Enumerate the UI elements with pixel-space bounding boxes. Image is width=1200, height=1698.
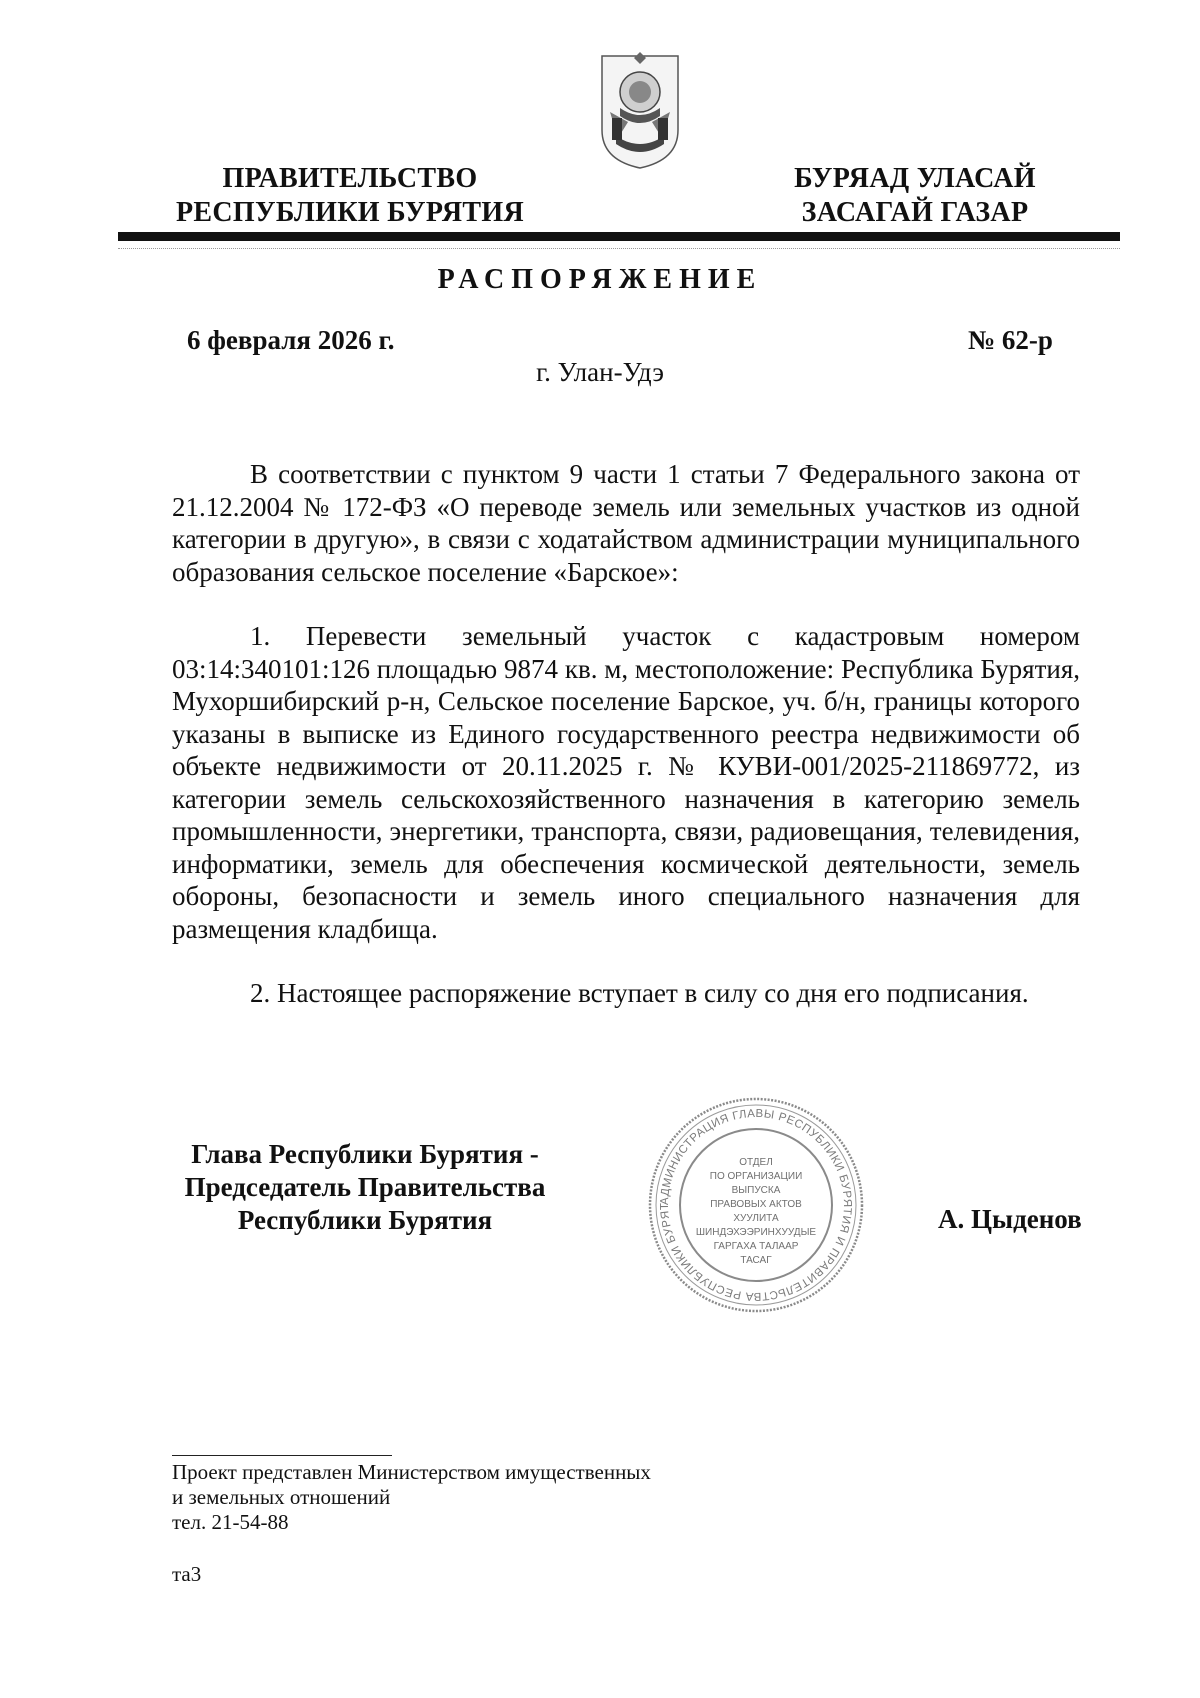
document-city: г. Улан-Удэ xyxy=(536,357,664,387)
footer-phone: тел. 21-54-88 xyxy=(172,1510,289,1534)
stamp-text: ХУУЛИТА xyxy=(733,1213,779,1224)
stamp-text: ТАСАГ xyxy=(740,1255,772,1266)
official-stamp xyxy=(646,1095,866,1315)
stamp-text: ВЫПУСКА xyxy=(731,1185,781,1196)
header-right-line1: БУРЯАД УЛАСАЙ xyxy=(794,163,1036,194)
signatory-name: А. Цыденов xyxy=(938,1204,1082,1234)
header-right-line2: ЗАСАГАЙ ГАЗАР xyxy=(801,197,1029,228)
document-body xyxy=(172,458,1080,1010)
header-left-line2: РЕСПУБЛИКИ БУРЯТИЯ xyxy=(176,197,524,228)
stamp-text: ОТДЕЛ xyxy=(739,1157,773,1168)
header-right xyxy=(750,162,1080,230)
footer-line2: и земельных отношений xyxy=(172,1485,391,1509)
stamp-text: ГАРГАХА ТАЛААР xyxy=(713,1241,799,1252)
stamp-text: ПРАВОВЫХ АКТОВ xyxy=(710,1199,802,1210)
executor-code: та3 xyxy=(172,1562,202,1586)
stamp-ring-text: АДМИНИСТРАЦИЯ ГЛАВЫ РЕСПУБЛИКИ БУРЯТИЯ И ПРАВИТЕЛЬСТВА РЕСПУБЛИКИ БУРЯТ xyxy=(658,1107,854,1303)
document-title: РАСПОРЯЖЕНИЕ xyxy=(437,264,763,295)
paragraph-item-2: 2. Настоящее распоряжение вступает в силу со дня его подписания. xyxy=(250,978,1029,1008)
header-left xyxy=(160,162,540,230)
stamp-text: ПО ОРГАНИЗАЦИИ xyxy=(709,1171,803,1182)
stamp-text: ШИНДЭХЭЭРИНХУУДЫЕ xyxy=(695,1227,817,1238)
header-left-line1: ПРАВИТЕЛЬСТВО xyxy=(222,163,478,194)
coat-of-arms-icon xyxy=(598,52,682,170)
footer-divider xyxy=(172,1455,392,1456)
signatory-title-line2: Председатель Правительства xyxy=(184,1172,546,1202)
paragraph-preamble: В соответствии с пунктом 9 части 1 статьи 7 Федерального закона от 21.12.2004 № 172-ФЗ «О переводе земель или земельных участков из одной категории в другую», в связи с ходатайством администрации муниципального образования сельское поселение «Барское»: xyxy=(172,459,1080,587)
signatory-title xyxy=(150,1138,580,1237)
footer-note xyxy=(172,1460,872,1535)
document-date: 6 февраля 2026 г. xyxy=(187,325,395,355)
header-divider xyxy=(118,232,1120,241)
signatory-title-line3: Республики Бурятия xyxy=(237,1205,493,1235)
paragraph-item-1: 1. Перевести земельный участок с кадастровым номером 03:14:340101:126 площадью 9874 кв. м, местоположение: Республика Бурятия, Мухоршибирский р-н, Сельское поселение Барское, уч. б/н, границы которого указаны в выписке из Единого государственного реестра недвижимости об объекте недвижимости от 20.11.2025 г. № КУВИ-001/2025-211869772, из категории земель сельскохозяйственного назначения в категорию земель промышленности, энергетики, транспорта, связи, радиовещания, телевидения, информатики, земель для обеспечения космической деятельности, земель обороны, безопасности и земель иного специального назначения для размещения кладбища. xyxy=(172,621,1080,944)
header-divider-dotted xyxy=(118,248,1120,249)
footer-line1: Проект представлен Министерством имущественных xyxy=(172,1460,651,1484)
document-number: № 62-р xyxy=(968,325,1053,355)
signatory-title-line1: Глава Республики Бурятия - xyxy=(191,1139,539,1169)
